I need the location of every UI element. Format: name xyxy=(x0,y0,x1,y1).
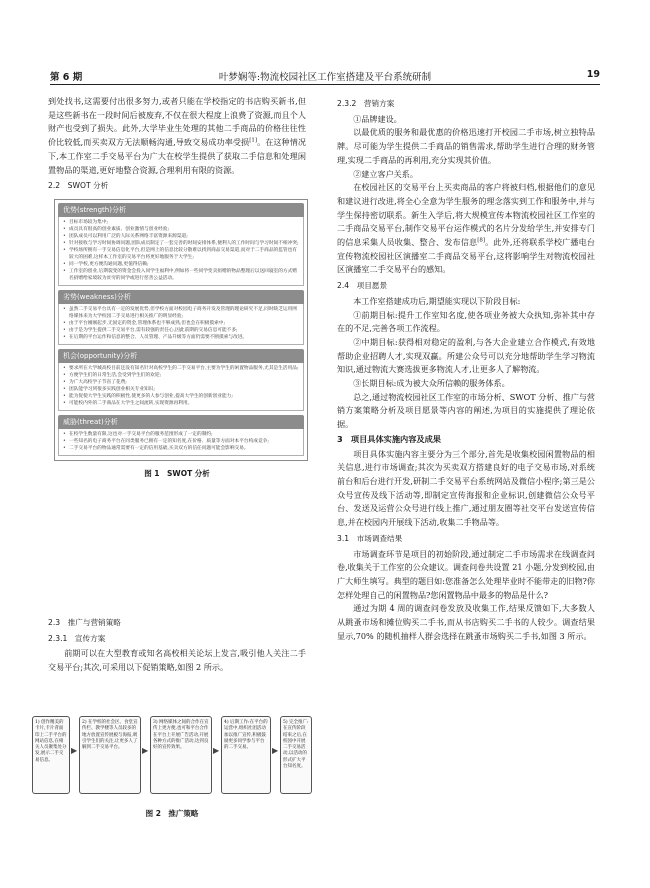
figure-2-caption: 图 2 推广策略 xyxy=(145,809,199,818)
flow-step-1: 1) 创作精美的卡片,卡片背面印上二手平台的网站信息,在相关人员聚集处分发,展示二手交易信息。 xyxy=(32,716,70,794)
list-item: • 在校学生数量有限,这也对一手交易平台的服务范围形成了一定的制约; xyxy=(69,431,299,438)
subsection-heading-survey: 3.1 市场调查结果 xyxy=(337,533,403,543)
list-item: • 方便学生们的日常生活,会受到学生们的欢迎; xyxy=(69,372,299,379)
section-heading-vision: 2.4 项目愿景 xyxy=(337,281,388,291)
subsection-heading-marketing: 2.3.2 营销方案 xyxy=(337,99,395,108)
swot-strength-title: 优势(strength)分析 xyxy=(58,203,304,217)
list-item: • 二手交易平台的物品通常需要有一定的信用基础,买卖双方的信任问题可能会影响交易。 xyxy=(69,445,299,452)
promotion-flow-figure xyxy=(32,716,312,798)
list-item: • 在后期的平台运作和信息的整合、人员管理、产品升级等方面仍需要不断摸索与改进。 xyxy=(69,334,299,341)
flow-step-4: 4) 后期工作:在平台的运营中,组织社团活动加以推广宣传,积极鼓励更多同学参与平台的二手交易。 xyxy=(221,716,271,794)
section-heading-promo: 2.3 推广与营销策略 xyxy=(48,618,121,627)
paragraph-intro: 到处找书,这需要付出很多努力,或者只能在学校指定的书店购买新书,但是这些新书在一段时间后被废弃,不仅在很大程度上浪费了资源,而且个人财产也受到了损失。此外,大学毕业生处理的其他二手商品的价格往往性价比较低,而买卖双方无法顺畅沟通,导致交易成功率受损[1]。在这种情况下,本工作室二手交易平台为广大在校学生提供了获取二手信息和处理闲置物品的渠道,更好地整合资源,合理利用有限的资源。 xyxy=(48,96,306,175)
list-item: • 为广大高校学子节省了花费; xyxy=(69,379,299,386)
brand-heading: ①品牌建设。 xyxy=(353,113,402,124)
issue-number: 第 6 期 xyxy=(50,72,83,83)
swot-threat xyxy=(58,415,304,456)
flow-step-3: 3) 网络媒体之间的合作在宣传上更方便,也可和平台合作在平台上开展广告活动,开展各种方式的推广活动,达到良好的宣传效果。 xyxy=(150,716,212,794)
paragraph-survey-2: 通过为期 4 周的调查问卷发放及收集工作,结果反馈如下,大多数人从跳蚤市场和摊位购买二手书,而从书店购买二手书的人较少。调查结果显示,70% 的随机抽样人群会选择在跳蚤市场购买二手书,如图 3 所示。 xyxy=(337,603,595,641)
list-item: • 成员具有很高的创业素质、创业激情与创业经验; xyxy=(69,226,299,233)
list-item: • 由于平台刚刚起步,无固定的资金,管理体系也不够成熟,但也会在积极摸索中; xyxy=(69,320,299,327)
paragraph-vision-intro: 本工作室搭建成功后,期望能实现以下阶段目标: xyxy=(353,295,521,306)
paragraph-implementation: 项目具体实施内容主要分为三个部分,首先是收集校园闲置物品的相关信息,进行市场调查;其次为买卖双方搭建良好的电子交易市场,对系统前台和后台进行开发,研制二手交易平台系统网站及微信小程序;第三是公众号宣传及线下活动等,即制定宣传海报和企业标识,创建微信公众号平台、发送及运营公众号进行线上推广,通过朋友圈等社交平台发送宣传信息,并在校园内开展线下活动,收集二手物品等。 xyxy=(337,448,595,528)
right-column xyxy=(337,95,595,643)
list-item: • 团队成员可以利用广泛的人际关系网络丰富资源来源渠道; xyxy=(69,233,299,240)
swot-opportunity xyxy=(58,349,304,411)
paragraph-customer: 在校园社区的交易平台上买卖商品的客户将被归档,根据他们的意见和建议进行改进,将全心全意为学生服务的理念落实到工作和服务中,并与学生保持密切联系。新生入学后,将大规模宣传本物流校园社区工作室的二手商品交易平台,制作交易平台运作模式的名片分发给学生,并安排专门的信息采集人员收集、整合、发布信息[8]。此外,还将联系学校广播电台宣传物流校园社区演播室二手商品交易平台,这将影响学生对物流校园社区演播室二手交易平台的感知。 xyxy=(337,182,595,275)
paragraph-promo: 前期可以在大型教育或知名高校相关论坛上发言,吸引他人关注二手交易平台;其次,可采用以下促销策略,如图 2 所示。 xyxy=(48,648,306,673)
section-heading-swot: 2.2 SWOT 分析 xyxy=(48,181,109,191)
list-item: • 虽然二手交易平台具有一定的发展优势,但学校方面对校园电子商务开发及管理的理论研究不足,同时缺乏运用网络媒体来为大学校园二手交易进行相关推广的明显经验; xyxy=(69,306,299,320)
subsection-heading-promo: 2.3.1 宣传方案 xyxy=(48,633,106,643)
vision-goal-1: ①前期目标:提升工作室知名度,使各项业务被大众执知,弥补其中存在的不足,完善各项工作流程。 xyxy=(337,309,595,334)
page-number: 19 xyxy=(586,69,600,80)
flow-step-2: 2) 在学校的社会区、食堂宣传栏、教学楼等人员较多的地方放置宣传展板与海报,吸引学生们的关注,让更多人了解到二手交易平台。 xyxy=(79,716,141,794)
paragraph-summary: 总之,通过物流校园社区工作室的市场分析、SWOT 分析、推广与营销方案策略分析及项目愿景等内容的阐述,为项目的实施提供了理论依据。 xyxy=(337,391,595,430)
list-item: • 可能校内外的二手商品在大学生之间流转,实现资源再利用。 xyxy=(69,400,299,407)
arrow-right-icon: ▶ xyxy=(272,746,279,755)
paragraph-brand: 以最优质的服务和最优惠的价格迅速打开校园二手市场,树立独特品牌。尽可能为学生提供二手商品的销售需求,帮助学生进行合理的财务管理,实现二手商品的再利用,充分实现其价值。 xyxy=(337,127,595,165)
vision-goal-3: ③长期目标:成为被大众所信赖的服务体系。 xyxy=(353,378,510,389)
citation: [1] xyxy=(249,137,257,144)
left-column xyxy=(48,95,306,489)
customer-heading: ②建立客户关系。 xyxy=(353,168,418,179)
swot-threat-title: 威胁(threat)分析 xyxy=(58,415,304,429)
swot-opportunity-title: 机会(opportunity)分析 xyxy=(58,349,304,363)
list-item: • 工作室的创业,后期裂变的资金会投入同学生福利中,例如将一些同学变卖捐赠的物品整理后以送回寝室的方式赠名捐赠给家境较为贫穷的同学或进行慈善公益活动。 xyxy=(69,268,299,282)
figure-1-caption: 图 1 SWOT 分析 xyxy=(144,468,210,478)
list-item: • 要求所在大学城高校目前还没有知名针对高校学生的二手交易平台,主要为学生的闲置物品服务,尤其是生活用品; xyxy=(69,365,299,372)
citation: [8] xyxy=(477,237,486,244)
list-item: • 一些知名的电子商务平台在同类服务已拥有一定的知名度,在价格、质量等方面对本平台构成竞争; xyxy=(69,438,299,445)
swot-weakness xyxy=(58,290,304,345)
swot-figure xyxy=(54,199,308,461)
arrow-right-icon: ▶ xyxy=(71,746,78,755)
list-item: • 目标市场较为集中; xyxy=(69,219,299,226)
list-item: • 由于是为学生提供二手交易平台,需有较强的责任心,因此前期的交易信息可能不多; xyxy=(69,327,299,334)
section-heading-3: 3 项目具体实施内容及成果 xyxy=(337,433,441,444)
paragraph-survey-1: 市场调查环节是项目的初始阶段,通过制定二手市场需求在线调查问卷,收集关于工作室的公众建议。调查问卷共设置 21 小题,分发到校园,由广大师生填写。典型的题目如:您准备怎么处理毕业时不能带走的旧物?你怎样处理自己的闲置物品?您闲置物品中最多的物品是什么? xyxy=(337,548,595,600)
arrow-right-icon: ▶ xyxy=(142,746,149,755)
vision-goal-2: ②中期目标:获得相对稳定的盈利,与各大企业建立合作模式,有效地帮助企业招聘人才,实现双赢。所建公众号可以充分地帮助学生学习物流知识,通过物流大赛选拔更多物流人才,让更多人了解物流。 xyxy=(337,336,595,375)
left-column-lower xyxy=(48,614,306,675)
flow-step-5: 5) 完全推广:在宣传阶段结束之后,在校园中开展二手交易活动,以活动的形式扩大平台知名度。 xyxy=(280,716,312,794)
page-header xyxy=(50,66,600,85)
swot-weakness-title: 劣势(weakness)分析 xyxy=(58,290,304,304)
running-title: 叶梦娴等:物流校园社区工作室搭建及平台系统研制 xyxy=(218,72,432,83)
list-item: • 能为促使大学生实践的积极性,使更多的人参与创业,提高大学生的创新创业能力; xyxy=(69,393,299,400)
list-item: • 学校场所拥有一手交易信息化平台,但是网上的信息比较分散难以找到商品交易渠道,而对于二手商品的监管也有较大的困难,这样本工作室的交易平台将更好地服务于大学生; xyxy=(69,247,299,261)
list-item: • 针对接收与学习时间协调问题,团队成员制定了一套完善的时间安排体系,便利人的工作时间与学习时间不相冲突; xyxy=(69,240,299,247)
swot-strength xyxy=(58,203,304,286)
list-item: • 同一学校,更方便沟通问题,更值得信赖; xyxy=(69,261,299,268)
arrow-right-icon: ▶ xyxy=(213,746,220,755)
list-item: • 团队能学习到很多实践创业相关专业知识; xyxy=(69,386,299,393)
